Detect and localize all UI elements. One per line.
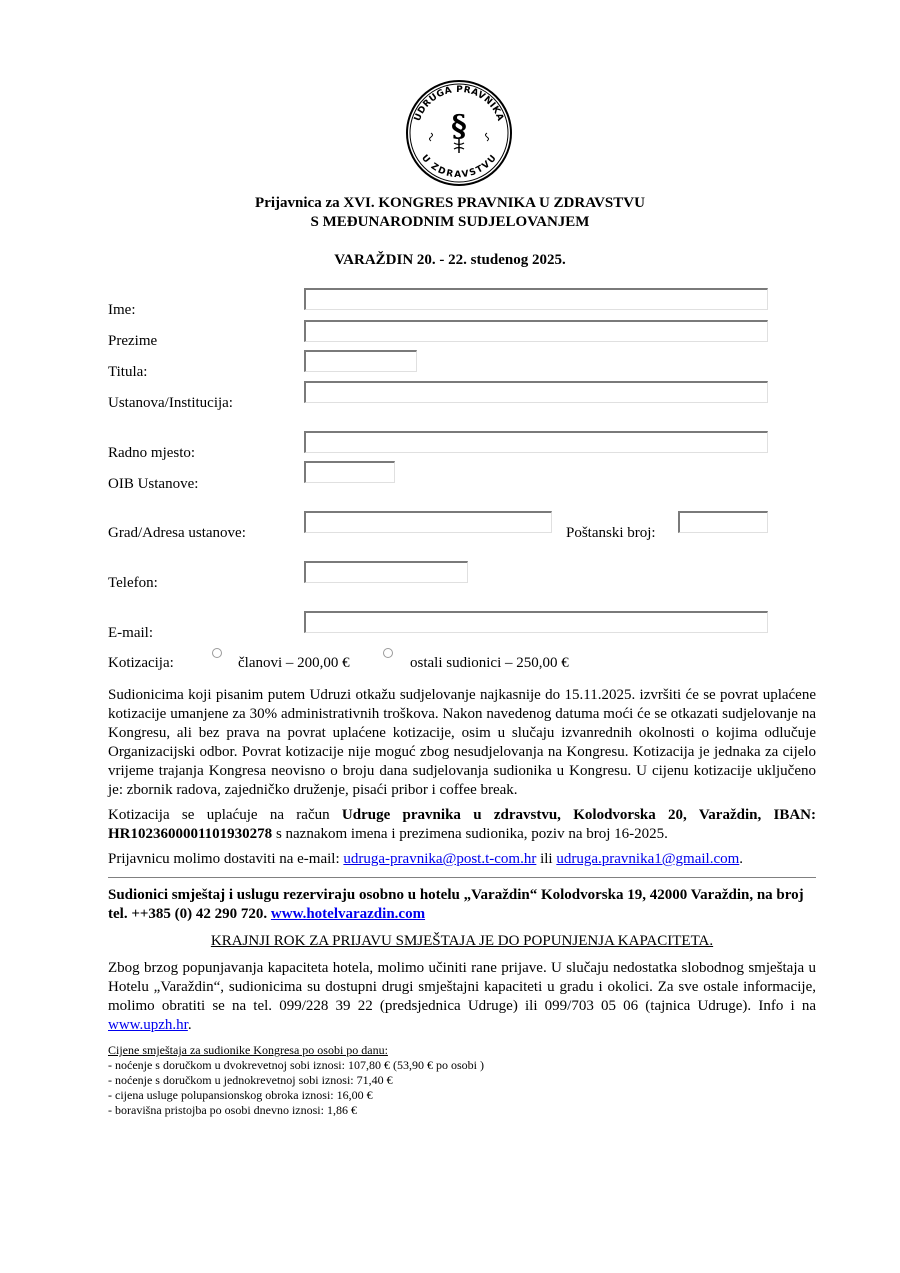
- submission-info-pre: Prijavnicu molimo dostaviti na e-mail:: [108, 851, 344, 867]
- accommodation-info-post: .: [187, 1017, 192, 1033]
- telefon-label: Telefon:: [108, 575, 158, 591]
- form-subtitle: S MEĐUNARODNIM SUDJELOVANJEM: [310, 214, 590, 230]
- hotel-info-text: Sudionici smještaj i uslugu rezerviraju osobno u hotelu „Varaždin“ Kolodvorska 19, 42000 Varaždin, na broj tel. ++385 (0) 42 290 720.: [108, 887, 804, 922]
- hotel-info: [108, 886, 816, 924]
- form-title: Prijavnica za XVI. KONGRES PRAVNIKA U ZDRAVSTVU: [255, 195, 645, 211]
- cancellation-policy-text: Sudionicima koji pisanim putem Udruzi otkažu sudjelovanje najkasnije do 15.11.2025. izvršiti će se povrat uplaćene kotizacije umanjene za 30% administrativnih troškova. Nakon navedenog datuma moći će se otkazati sudjelovanje na Kongresu, ali bez prava na povrat uplaćene kotizacije, osim u slučaju izvanrednih okolnosti o kojima odlučuje Organizacijski odbor. Povrat kotizacije nije moguć zbog nesudjelovanja na Kongresu. Kotizacija je jednaka za cijelo vrijeme trajanja Kongresa neovisno o broju dana sudjelovanja sudionika u Kongresu. U cijenu kotizacije uključeno je: zbornik radova, zajedničko druženje, pisaći pribor i coffee break.: [108, 687, 816, 798]
- oib-label: OIB Ustanove:: [108, 476, 199, 492]
- email-label: E-mail:: [108, 625, 153, 641]
- kotizacija-ostali-label: ostali sudionici – 250,00 €: [410, 655, 569, 671]
- price-item: - noćenje s doručkom u jednokrevetnoj sobi iznosi: 71,40 €: [108, 1073, 393, 1087]
- event-date-location: VARAŽDIN 20. - 22. studenog 2025.: [334, 252, 566, 268]
- svg-text:U ZDRAVSTVU: [419, 153, 498, 180]
- titula-input[interactable]: [304, 350, 417, 372]
- ustanova-label: Ustanova/Institucija:: [108, 395, 233, 411]
- email-link-tcom[interactable]: udruga-pravnika@post.t-com.hr: [343, 851, 537, 867]
- seal-text-top: UDRUGA PRAVNIKA: [412, 84, 506, 123]
- prices-title: Cijene smještaja za sudionike Kongresa po osobi po danu:: [108, 1043, 388, 1057]
- payment-info: [108, 806, 816, 844]
- radno-mjesto-label: Radno mjesto:: [108, 445, 196, 461]
- grad-adresa-label: Grad/Adresa ustanove:: [108, 525, 246, 541]
- titula-label: Titula:: [108, 364, 148, 380]
- accommodation-info-text: Zbog brzog popunjavanja kapaciteta hotela, molimo učiniti rane prijave. U slučaju nedostatka slobodnog smještaja u Hotelu „Varaždin“, sudionicima su dostupni drugi smještajni kapaciteti u gradu i okolici. Za sve ostale informacije, molimo obratiti se na tel. 099/228 39 22 (predsjednica Udruge) ili 099/703 05 06 (tajnica Udruge). Info i na: [108, 960, 816, 1014]
- seal-text-bottom: U ZDRAVSTVU: [419, 153, 499, 180]
- accommodation-deadline: KRAJNJI ROK ZA PRIJAVU SMJEŠTAJA JE DO POPUNJENJA KAPACITETA.: [210, 933, 714, 949]
- ustanova-input[interactable]: [304, 381, 768, 403]
- postanski-broj-input[interactable]: [678, 511, 768, 533]
- payment-account-details: Udruge pravnika u zdravstvu, Kolodvorska 20, Varaždin, IBAN: HR1023600001101930278: [108, 807, 817, 842]
- submission-info: [108, 850, 816, 869]
- section-sign-icon: §: [451, 109, 467, 144]
- kotizacija-label: Kotizacija:: [108, 655, 174, 671]
- kotizacija-ostali-radio[interactable]: [383, 648, 393, 658]
- submission-info-mid: ili: [536, 851, 557, 867]
- kotizacija-clanovi-radio[interactable]: [212, 648, 222, 658]
- kotizacija-clanovi-label: članovi – 200,00 €: [238, 655, 350, 671]
- divider-line: [108, 877, 816, 878]
- radno-mjesto-input[interactable]: [304, 431, 768, 453]
- accommodation-info: [108, 959, 816, 1035]
- price-item: - cijena usluge polupansionskog obroka iznosi: 16,00 €: [108, 1088, 373, 1102]
- telefon-input[interactable]: [304, 561, 468, 583]
- payment-info-post: s naznakom imena i prezimena sudionika, poziv na broj 16-2025.: [272, 826, 668, 842]
- postanski-broj-label: Poštanski broj:: [566, 525, 656, 541]
- oib-input[interactable]: [304, 461, 395, 483]
- prezime-label: Prezime: [108, 333, 158, 349]
- prezime-input[interactable]: [304, 320, 768, 342]
- upzh-website-link[interactable]: www.upzh.hr: [108, 1017, 188, 1033]
- ime-input[interactable]: [304, 288, 768, 310]
- association-seal-logo: [404, 78, 514, 188]
- email-input[interactable]: [304, 611, 768, 633]
- price-item: - noćenje s doručkom u dvokrevetnoj sobi iznosi: 107,80 € (53,90 € po osobi ): [108, 1058, 484, 1072]
- body-text-container: [108, 686, 816, 1118]
- price-item: - boravišna pristojba po osobi dnevno iznosi: 1,86 €: [108, 1103, 357, 1117]
- grad-adresa-input[interactable]: [304, 511, 552, 533]
- email-link-gmail[interactable]: udruga.pravnika1@gmail.com: [556, 851, 740, 867]
- submission-info-post: .: [739, 851, 744, 867]
- ime-label: Ime:: [108, 302, 136, 318]
- hotel-website-link[interactable]: www.hotelvarazdin.com: [270, 906, 426, 922]
- payment-info-pre: Kotizacija se uplaćuje na račun: [108, 807, 342, 823]
